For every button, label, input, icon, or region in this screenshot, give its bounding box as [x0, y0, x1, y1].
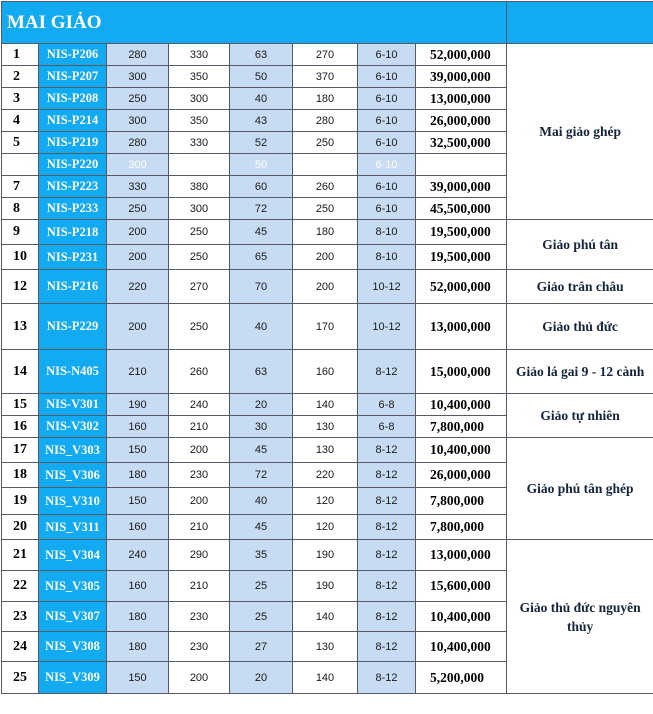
- spec-cell-e: 8-12: [358, 515, 416, 540]
- price-cell: 15,600,000: [416, 571, 507, 602]
- table-row: [2, 350, 653, 394]
- row-number-cell: 9: [2, 220, 39, 245]
- price-cell: 52,000,000: [416, 270, 507, 304]
- spec-cell-a: 180: [107, 602, 169, 632]
- spec-cell-d: 200: [293, 270, 358, 304]
- row-number-cell: 12: [2, 270, 39, 304]
- product-code-cell: NIS_V305: [39, 571, 107, 602]
- price-cell: 15,000,000: [416, 350, 507, 394]
- spec-cell-c: 45: [230, 438, 293, 463]
- spec-cell-e: 8-12: [358, 463, 416, 488]
- price-cell: 7,800,000: [416, 488, 507, 515]
- price-cell: 45,500,000: [416, 198, 507, 220]
- spec-cell-b: 330: [169, 44, 230, 66]
- spec-cell-c: 63: [230, 350, 293, 394]
- product-code-cell: NIS_V308: [39, 632, 107, 662]
- product-code-cell: NIS-P208: [39, 88, 107, 110]
- price-cell: 13,000,000: [416, 540, 507, 571]
- spec-cell-e: 6-8: [358, 416, 416, 438]
- row-number-cell: 7: [2, 176, 39, 198]
- spec-cell-a: 220: [107, 270, 169, 304]
- spec-cell-b: 380: [169, 176, 230, 198]
- price-cell: 10,400,000: [416, 632, 507, 662]
- row-number-cell: 24: [2, 632, 39, 662]
- spec-cell-d: 130: [293, 416, 358, 438]
- spec-cell-c: 25: [230, 602, 293, 632]
- spec-cell-c: 50: [230, 66, 293, 88]
- category-cell: Giảo thủ đức nguyên thủy: [507, 540, 653, 694]
- spec-cell-c: 40: [230, 304, 293, 350]
- spec-cell-e: 6-10: [358, 176, 416, 198]
- spec-cell-a: 200: [107, 220, 169, 245]
- spec-cell-d: 140: [293, 662, 358, 694]
- price-table: [1, 1, 653, 694]
- spec-cell-a: 330: [107, 176, 169, 198]
- spec-cell-d: 190: [293, 571, 358, 602]
- spec-cell-c: 40: [230, 488, 293, 515]
- spec-cell-b: 200: [169, 488, 230, 515]
- title-row: [2, 2, 653, 44]
- spec-cell-b: 250: [169, 245, 230, 270]
- spec-cell-e: 6-10: [358, 66, 416, 88]
- spec-cell-c: 70: [230, 270, 293, 304]
- spec-cell-b: 270: [169, 270, 230, 304]
- spec-cell-e: 6-8: [358, 394, 416, 416]
- spec-cell-e: 8-10: [358, 220, 416, 245]
- price-cell: 10,400,000: [416, 602, 507, 632]
- row-number-cell: 15: [2, 394, 39, 416]
- spec-cell-b: 350: [169, 66, 230, 88]
- row-number-cell: 8: [2, 198, 39, 220]
- product-code-cell: NIS_V307: [39, 602, 107, 632]
- spec-cell-b: [169, 154, 230, 176]
- product-code-cell: NIS_V303: [39, 438, 107, 463]
- spec-cell-b: 210: [169, 571, 230, 602]
- table-row: [2, 540, 653, 571]
- spec-cell-b: 200: [169, 438, 230, 463]
- row-number-cell: 3: [2, 88, 39, 110]
- spec-cell-c: 65: [230, 245, 293, 270]
- spec-cell-a: 150: [107, 488, 169, 515]
- spec-cell-c: 72: [230, 463, 293, 488]
- row-number-cell: 19: [2, 488, 39, 515]
- spec-cell-a: 280: [107, 132, 169, 154]
- category-cell: Giảo phú tân: [507, 220, 653, 270]
- row-number-cell: 2: [2, 66, 39, 88]
- product-code-cell: NIS-P216: [39, 270, 107, 304]
- spec-cell-d: 370: [293, 66, 358, 88]
- spec-cell-e: 6-10: [358, 132, 416, 154]
- spec-cell-b: 250: [169, 304, 230, 350]
- spec-cell-d: 140: [293, 394, 358, 416]
- price-cell: 10,400,000: [416, 438, 507, 463]
- row-number-cell: 13: [2, 304, 39, 350]
- category-cell: Giảo tự nhiên: [507, 394, 653, 438]
- spec-cell-b: 330: [169, 132, 230, 154]
- product-code-cell: NIS-V302: [39, 416, 107, 438]
- spec-cell-d: 190: [293, 540, 358, 571]
- spec-cell-a: 300: [107, 154, 169, 176]
- price-cell: [416, 154, 507, 176]
- spec-cell-a: 190: [107, 394, 169, 416]
- row-number-cell: 20: [2, 515, 39, 540]
- spec-cell-d: 180: [293, 88, 358, 110]
- row-number-cell: [2, 154, 39, 176]
- price-cell: 19,500,000: [416, 245, 507, 270]
- product-code-cell: NIS-P214: [39, 110, 107, 132]
- spec-cell-d: 170: [293, 304, 358, 350]
- spec-cell-c: 35: [230, 540, 293, 571]
- row-number-cell: 22: [2, 571, 39, 602]
- product-code-cell: NIS-P229: [39, 304, 107, 350]
- spec-cell-c: 20: [230, 394, 293, 416]
- product-code-cell: NIS-P220: [39, 154, 107, 176]
- table-title: MAI GIẢO: [2, 2, 507, 44]
- spec-cell-a: 240: [107, 540, 169, 571]
- spec-cell-a: 280: [107, 44, 169, 66]
- spec-cell-c: 30: [230, 416, 293, 438]
- spec-cell-c: 43: [230, 110, 293, 132]
- spec-cell-e: 10-12: [358, 304, 416, 350]
- row-number-cell: 21: [2, 540, 39, 571]
- price-cell: 7,800,000: [416, 416, 507, 438]
- product-code-cell: NIS-P231: [39, 245, 107, 270]
- spec-cell-b: 350: [169, 110, 230, 132]
- price-cell: 26,000,000: [416, 463, 507, 488]
- product-code-cell: NIS-P219: [39, 132, 107, 154]
- price-cell: 52,000,000: [416, 44, 507, 66]
- spec-cell-b: 260: [169, 350, 230, 394]
- spec-cell-d: 280: [293, 110, 358, 132]
- price-cell: 32,500,000: [416, 132, 507, 154]
- spec-cell-d: 120: [293, 515, 358, 540]
- spec-cell-e: 6-10: [358, 110, 416, 132]
- spec-cell-c: 27: [230, 632, 293, 662]
- spec-cell-a: 250: [107, 88, 169, 110]
- spec-cell-a: 150: [107, 662, 169, 694]
- spec-cell-c: 45: [230, 515, 293, 540]
- spec-cell-c: 63: [230, 44, 293, 66]
- spec-cell-b: 290: [169, 540, 230, 571]
- product-code-cell: NIS-P223: [39, 176, 107, 198]
- spec-cell-e: 8-12: [358, 350, 416, 394]
- table-row: [2, 438, 653, 463]
- spec-cell-a: 300: [107, 110, 169, 132]
- spec-cell-e: 6-10: [358, 44, 416, 66]
- product-code-cell: NIS_V310: [39, 488, 107, 515]
- spec-cell-b: 300: [169, 198, 230, 220]
- category-cell: Giảo phú tân ghép: [507, 438, 653, 540]
- spec-cell-a: 200: [107, 304, 169, 350]
- category-cell: Giảo trân châu: [507, 270, 653, 304]
- spec-cell-d: 250: [293, 198, 358, 220]
- row-number-cell: 1: [2, 44, 39, 66]
- category-cell: Giảo thủ đức: [507, 304, 653, 350]
- spec-cell-d: 260: [293, 176, 358, 198]
- spec-cell-e: 8-12: [358, 602, 416, 632]
- product-code-cell: NIS-P233: [39, 198, 107, 220]
- spec-cell-a: 210: [107, 350, 169, 394]
- spec-cell-a: 200: [107, 245, 169, 270]
- spec-cell-a: 150: [107, 438, 169, 463]
- product-code-cell: NIS-P206: [39, 44, 107, 66]
- row-number-cell: 14: [2, 350, 39, 394]
- price-cell: 13,000,000: [416, 304, 507, 350]
- spec-cell-b: 210: [169, 515, 230, 540]
- spec-cell-c: 40: [230, 88, 293, 110]
- table-row: [2, 270, 653, 304]
- product-code-cell: NIS_V304: [39, 540, 107, 571]
- spec-cell-e: 6-10: [358, 198, 416, 220]
- price-cell: 39,000,000: [416, 66, 507, 88]
- table-row: [2, 304, 653, 350]
- spec-cell-a: 180: [107, 632, 169, 662]
- row-number-cell: 23: [2, 602, 39, 632]
- row-number-cell: 4: [2, 110, 39, 132]
- spec-cell-d: 200: [293, 245, 358, 270]
- spec-cell-e: 8-12: [358, 632, 416, 662]
- table-row: [2, 220, 653, 245]
- spec-cell-d: 130: [293, 438, 358, 463]
- row-number-cell: 25: [2, 662, 39, 694]
- spec-cell-e: 8-10: [358, 245, 416, 270]
- product-code-cell: NIS_V311: [39, 515, 107, 540]
- price-cell: 5,200,000: [416, 662, 507, 694]
- row-number-cell: 5: [2, 132, 39, 154]
- spec-cell-c: 50: [230, 154, 293, 176]
- spec-cell-b: 250: [169, 220, 230, 245]
- spec-cell-b: 230: [169, 463, 230, 488]
- row-number-cell: 16: [2, 416, 39, 438]
- price-cell: 10,400,000: [416, 394, 507, 416]
- spec-cell-c: 72: [230, 198, 293, 220]
- spec-cell-b: 230: [169, 632, 230, 662]
- category-cell: Giảo lá gai 9 - 12 cành: [507, 350, 653, 394]
- spec-cell-e: 8-12: [358, 488, 416, 515]
- spec-cell-e: 8-12: [358, 438, 416, 463]
- spec-cell-c: 52: [230, 132, 293, 154]
- price-cell: 19,500,000: [416, 220, 507, 245]
- price-cell: 39,000,000: [416, 176, 507, 198]
- spec-cell-a: 160: [107, 416, 169, 438]
- title-right-cell: [507, 2, 653, 44]
- spec-cell-d: 130: [293, 632, 358, 662]
- spec-cell-c: 20: [230, 662, 293, 694]
- category-cell: Mai giảo ghép: [507, 44, 653, 220]
- spec-cell-a: 300: [107, 66, 169, 88]
- spec-cell-e: 8-12: [358, 662, 416, 694]
- product-code-cell: NIS-V301: [39, 394, 107, 416]
- spec-cell-b: 200: [169, 662, 230, 694]
- spec-cell-a: 250: [107, 198, 169, 220]
- spec-cell-a: 160: [107, 571, 169, 602]
- price-cell: 7,800,000: [416, 515, 507, 540]
- price-cell: 13,000,000: [416, 88, 507, 110]
- spec-cell-e: 6-10: [358, 154, 416, 176]
- row-number-cell: 18: [2, 463, 39, 488]
- table-row: [2, 394, 653, 416]
- spec-cell-e: 8-12: [358, 571, 416, 602]
- spec-cell-d: 140: [293, 602, 358, 632]
- spec-cell-d: 250: [293, 132, 358, 154]
- spec-cell-c: 25: [230, 571, 293, 602]
- spec-cell-a: 160: [107, 515, 169, 540]
- product-code-cell: NIS-P207: [39, 66, 107, 88]
- row-number-cell: 10: [2, 245, 39, 270]
- price-cell: 26,000,000: [416, 110, 507, 132]
- spec-cell-d: 180: [293, 220, 358, 245]
- spec-cell-b: 230: [169, 602, 230, 632]
- product-code-cell: NIS_V309: [39, 662, 107, 694]
- spec-cell-b: 300: [169, 88, 230, 110]
- spec-cell-d: 220: [293, 463, 358, 488]
- spec-cell-e: 8-12: [358, 540, 416, 571]
- spec-cell-c: 45: [230, 220, 293, 245]
- spec-cell-d: 120: [293, 488, 358, 515]
- spec-cell-d: 160: [293, 350, 358, 394]
- spec-cell-c: 60: [230, 176, 293, 198]
- product-code-cell: NIS-P218: [39, 220, 107, 245]
- table-row: [2, 44, 653, 66]
- product-code-cell: NIS-N405: [39, 350, 107, 394]
- spec-cell-d: 270: [293, 44, 358, 66]
- row-number-cell: 17: [2, 438, 39, 463]
- spec-cell-a: 180: [107, 463, 169, 488]
- spec-cell-b: 210: [169, 416, 230, 438]
- spec-cell-b: 240: [169, 394, 230, 416]
- spec-cell-e: 6-10: [358, 88, 416, 110]
- product-code-cell: NIS_V306: [39, 463, 107, 488]
- spec-cell-d: [293, 154, 358, 176]
- spec-cell-e: 10-12: [358, 270, 416, 304]
